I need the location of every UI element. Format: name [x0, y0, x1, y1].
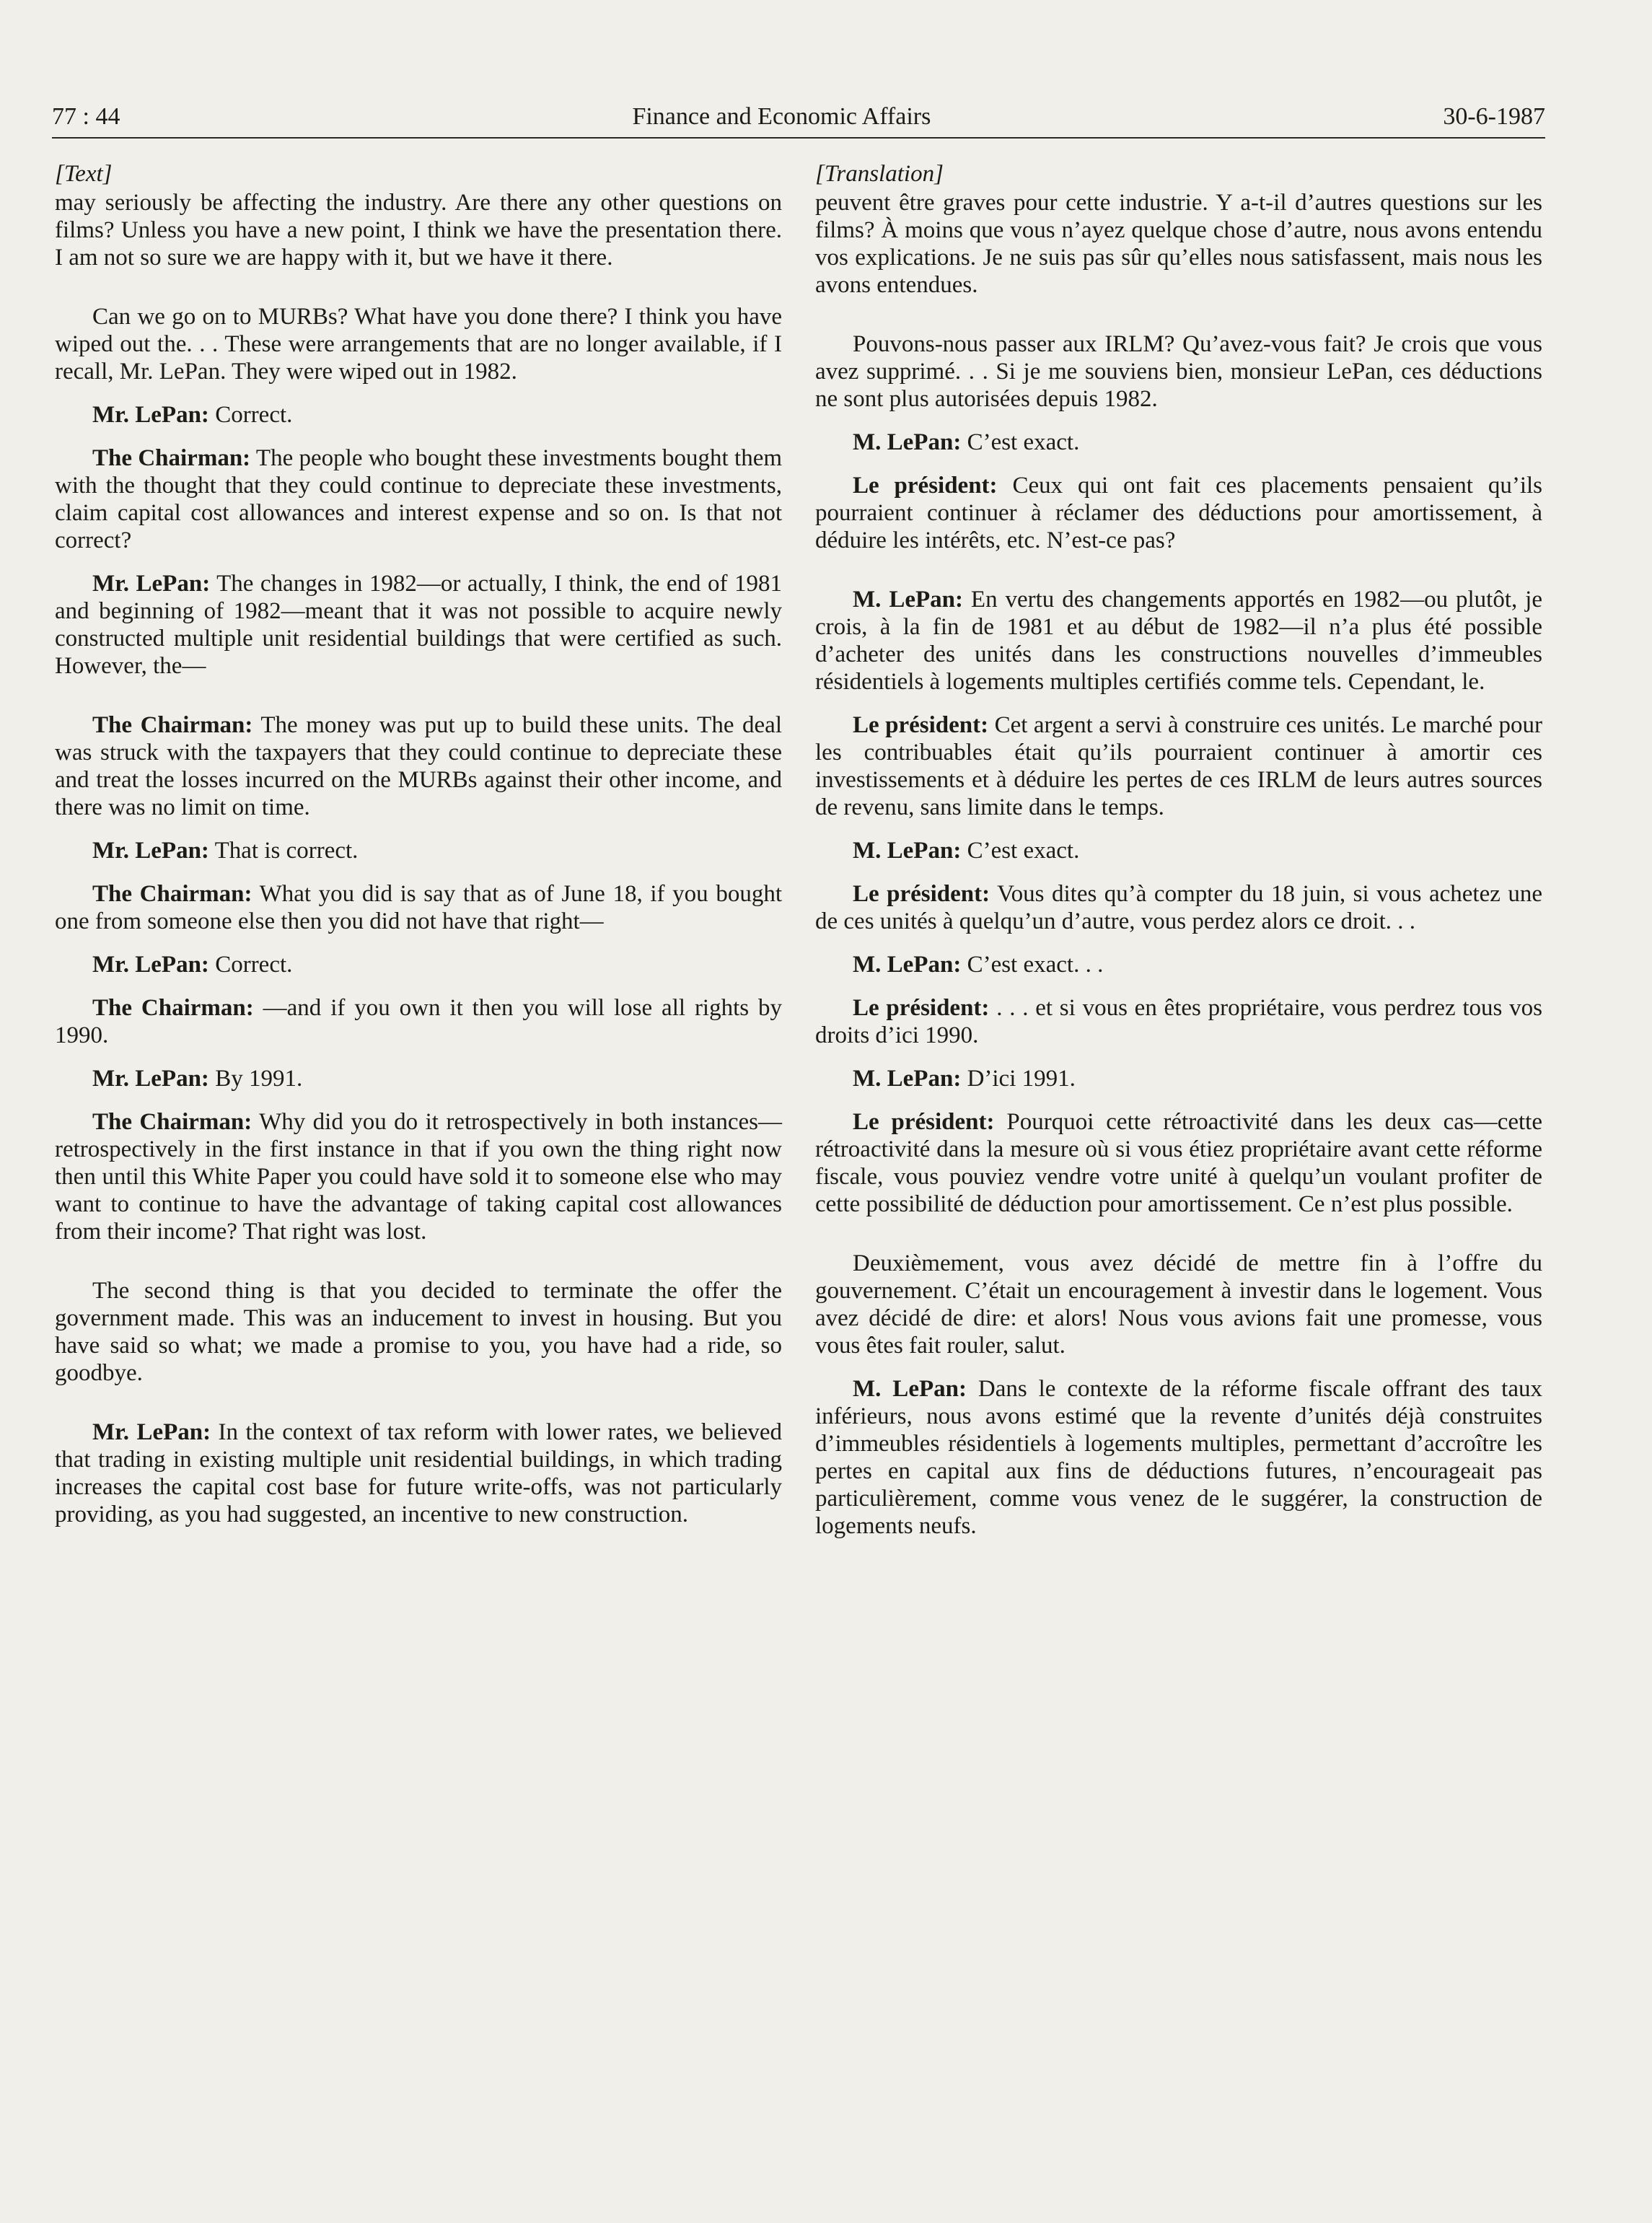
paragraph-text: Cet argent a servi à construire ces unités. Le marché pour les contribuables était qu’ils pourraient continuer à amortir ces investissements et à déduire les pertes de ces IRLM de leurs autres sources de revenu, sans limite dans le temps. [815, 712, 1543, 820]
page-number: 77 : 44 [52, 103, 120, 130]
speaker: Mr. LePan: [92, 1419, 211, 1445]
paragraph [815, 429, 1542, 456]
paragraph [55, 951, 782, 978]
paragraph [815, 189, 1542, 299]
paragraph-text: . . . et si vous en êtes propriétaire, vous perdrez tous vos droits d’ici 1990. [815, 995, 1542, 1048]
speaker: The Chairman: [92, 1109, 252, 1135]
paragraph [815, 1065, 1542, 1092]
paragraph [815, 994, 1542, 1049]
english-column [55, 160, 782, 1544]
speaker: M. LePan: [853, 1066, 962, 1092]
speaker: Le président: [853, 712, 989, 738]
page-date: 30-6-1987 [1443, 103, 1545, 130]
speaker: M. LePan: [853, 587, 963, 613]
speaker: Mr. LePan: [92, 1066, 209, 1092]
paragraph-text: C’est exact. . . [967, 952, 1104, 978]
paragraph-text: Pouvons-nous passer aux IRLM? Qu’avez-vous fait? Je crois que vous avez supprimé. . . Si je me souviens bien, monsieur LePan, ces déductions ne sont plus autorisées depuis 1982. [815, 331, 1542, 412]
speaker: The Chairman: [92, 712, 253, 738]
paragraph-text: C’est exact. [967, 838, 1080, 864]
paragraph-text: En vertu des changements apportés en 1982—ou plutôt, je crois, à la fin de 1981 et au début de 1982—il n’a plus été possible d’acheter des unités dans les constructions nouvelles d’immeubles résidentiels à logements multiples certifiés comme tels. Cependant, le. [815, 587, 1542, 695]
speaker: M. LePan: [853, 1376, 967, 1402]
paragraph [55, 1065, 782, 1092]
speaker: Mr. LePan: [92, 952, 209, 978]
paragraph [815, 330, 1542, 413]
paragraph [55, 570, 782, 680]
speaker: M. LePan: [853, 838, 962, 864]
paragraph-text: That is correct. [214, 838, 359, 864]
paragraph [815, 1250, 1542, 1359]
speaker: M. LePan: [853, 429, 962, 455]
speaker: Le président: [853, 995, 990, 1021]
paragraph [815, 472, 1542, 554]
page-header [52, 102, 1545, 139]
paragraph [815, 586, 1542, 696]
speaker: Mr. LePan: [92, 571, 211, 597]
paragraph-text: The people who bought these investments bought them with the thought that they could continue to depreciate these investments, claim capital cost allowances and interest expense and so on. Is that not correct? [55, 445, 783, 553]
paragraph [55, 880, 782, 935]
french-column [815, 160, 1542, 1556]
paragraph [55, 189, 782, 271]
column-label: [Text] [55, 161, 113, 187]
speaker: Mr. LePan: [92, 838, 209, 864]
paragraph-text: Can we go on to MURBs? What have you done there? I think you have wiped out the. . . These were arrangements that are no longer available, if I recall, Mr. LePan. They were wiped out in 1982. [55, 304, 782, 385]
paragraph [815, 880, 1542, 935]
speaker: The Chairman: [92, 445, 251, 471]
paragraph-text: By 1991. [215, 1066, 303, 1092]
paragraph-text: Correct. [215, 952, 293, 978]
speaker: M. LePan: [853, 952, 962, 978]
speaker: Le président: [853, 473, 998, 499]
paragraph [55, 837, 782, 864]
paragraph-text: peuvent être graves pour cette industrie. Y a-t-il d’autres questions sur les films? À moins que vous n’ayez quelque chose d’autre, nous avons entendu vos explications. Je ne suis pas sûr qu’elles nous satisfassent, mais nous les avons entendues. [815, 190, 1542, 298]
speaker: Mr. LePan: [92, 402, 209, 428]
paragraph-text: What you did is say that as of June 18, if you bought one from someone else then you did not have that right— [55, 881, 783, 934]
paragraph-text: Correct. [215, 402, 293, 428]
paragraph [55, 994, 782, 1049]
paragraph-text: Vous dites qu’à compter du 18 juin, si vous achetez une de ces unités à quelqu’un d’autre, vous perdez alors ce droit. . . [815, 881, 1543, 934]
paragraph [55, 1419, 782, 1528]
paragraph-text: In the context of tax reform with lower rates, we believed that trading in existing multiple unit residential buildings, in which trading increases the capital cost base for future write-offs, was not particularly providing, as you had suggested, an incentive to new construction. [55, 1419, 782, 1527]
paragraph-text: D’ici 1991. [967, 1066, 1076, 1092]
paragraph-text: may seriously be affecting the industry. Are there any other questions on films? Unless you have a new point, I think we have the presentation there. I am not so sure we are happy with it, but we have it there. [55, 190, 782, 271]
paragraph [55, 444, 782, 554]
paragraph [815, 1108, 1542, 1218]
paragraph-text: Dans le contexte de la réforme fiscale offrant des taux inférieurs, nous avons estimé que la revente d’unités déjà construites d’immeubles résidentiels à logements multiples, permettant d’accroître les pertes en capital aux fins de déductions futures, n’encourageait pas particulièrement, comme vous venez de le suggérer, la construction de logements neufs. [815, 1376, 1542, 1539]
paragraph [55, 401, 782, 429]
paragraph [815, 951, 1542, 978]
paragraph [815, 1375, 1542, 1540]
paragraph [55, 1277, 782, 1387]
committee-title: Finance and Economic Affairs [632, 103, 931, 130]
paragraph [815, 711, 1542, 821]
paragraph [55, 1108, 782, 1245]
paragraph-text: The second thing is that you decided to terminate the offer the government made. This was an inducement to invest in housing. But you have said so what; we made a promise to you, you have had a ride, so goodbye. [55, 1278, 782, 1386]
speaker: The Chairman: [92, 995, 254, 1021]
paragraph [55, 303, 782, 385]
column-label: [Translation] [815, 161, 944, 187]
paragraph-text: Why did you do it retrospectively in both instances—retrospectively in the first instance in that if you own the thing right now then until this White Paper you could have sold it to someone else who may want to continue to have the advantage of taking capital cost allowances from their income? That right was lost. [55, 1109, 782, 1245]
speaker: Le président: [853, 881, 990, 907]
paragraph-text: Ceux qui ont fait ces placements pensaient qu’ils pourraient continuer à réclamer des déductions pour amortissement, à déduire les intérêts, etc. N’est-ce pas? [815, 473, 1542, 553]
paragraph-text: C’est exact. [967, 429, 1080, 455]
paragraph [55, 711, 782, 821]
speaker: Le président: [853, 1109, 995, 1135]
paragraph-text: The changes in 1982—or actually, I think, the end of 1981 and beginning of 1982—meant that it was not possible to acquire newly constructed multiple unit residential buildings that were certified as such. However, the— [55, 571, 783, 679]
paragraph-text: —and if you own it then you will lose all rights by 1990. [55, 995, 783, 1048]
paragraph [815, 837, 1542, 864]
speaker: The Chairman: [92, 881, 252, 907]
paragraph-text: The money was put up to build these units. The deal was struck with the taxpayers that they could continue to depreciate these and treat the losses incurred on the MURBs against their other income, and there was no limit on time. [55, 712, 782, 820]
paragraph-text: Deuxièmement, vous avez décidé de mettre fin à l’offre du gouvernement. C’était un encouragement à investir dans le logement. Vous avez décidé de dire: et alors! Nous vous avions fait une promesse, vous vous êtes fait rouler, salut. [815, 1250, 1542, 1359]
paragraph-text: Pourquoi cette rétroactivité dans les deux cas—cette rétroactivité dans la mesure où si vous étiez propriétaire avant cette réforme fiscale, vous pouviez vendre votre unité à quelqu’un voulant profiter de cette possibilité de déduction pour amortissement. Ce n’est plus possible. [815, 1109, 1542, 1217]
